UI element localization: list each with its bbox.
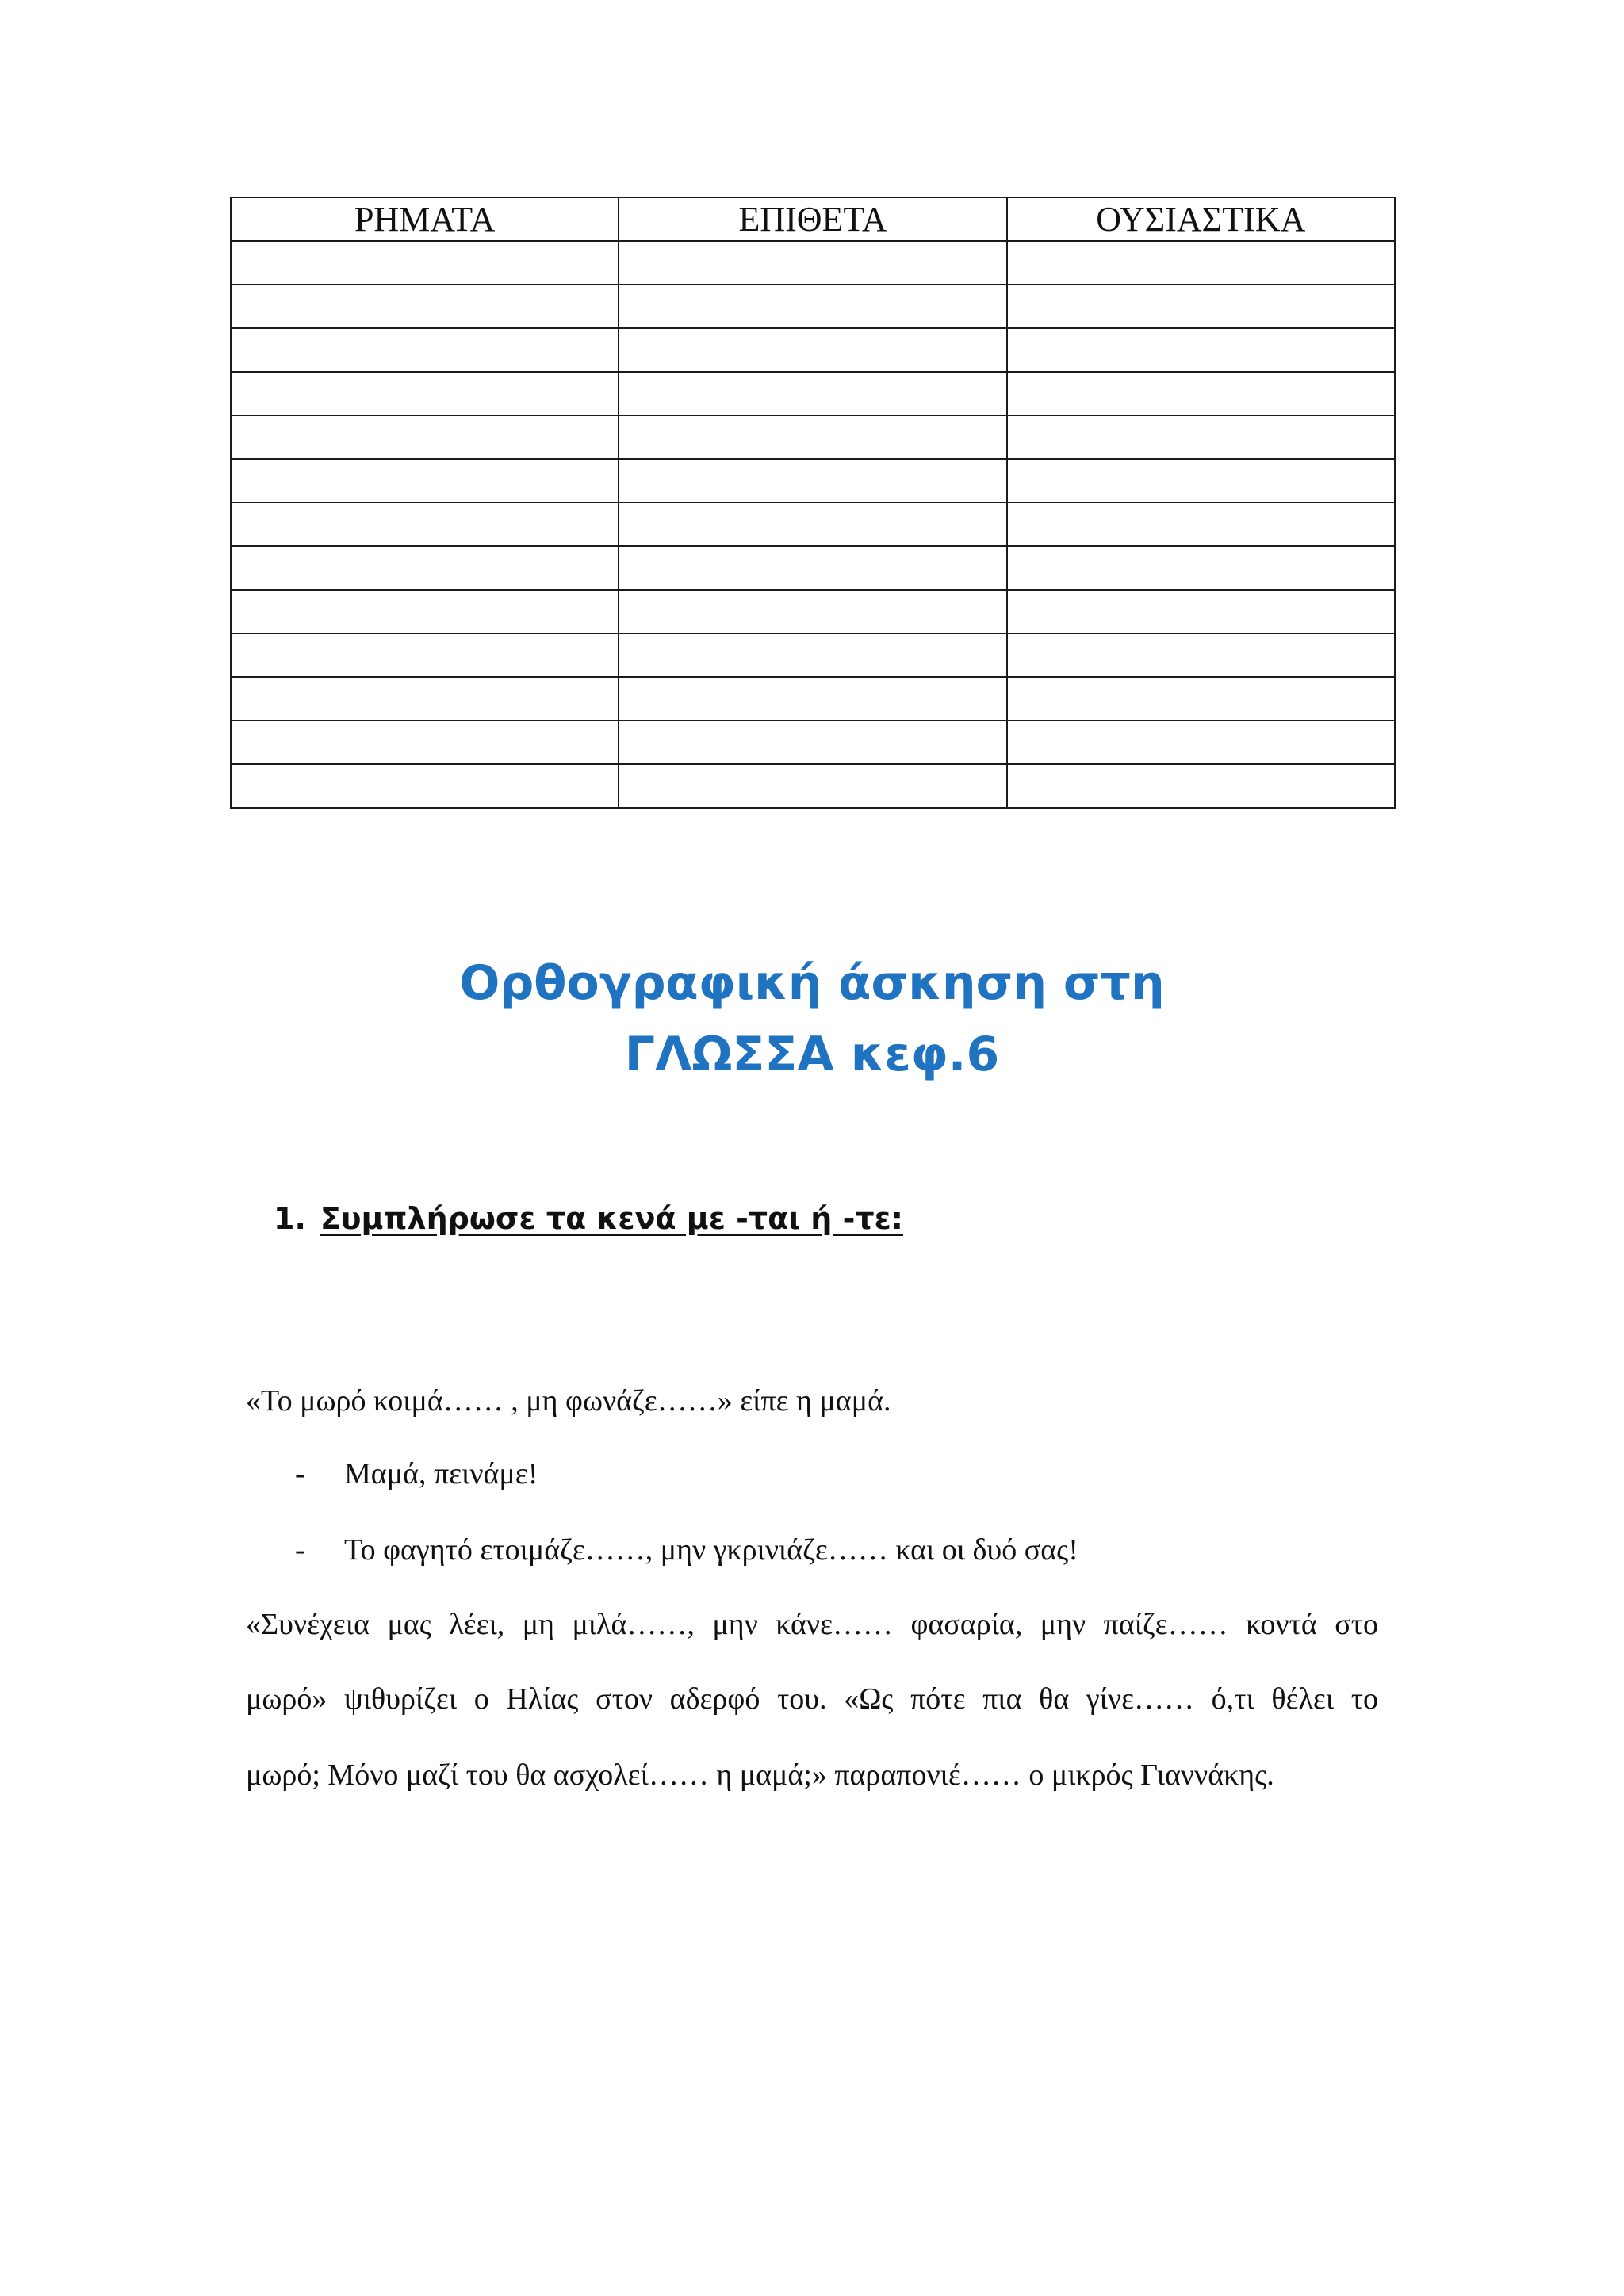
table-row [231, 677, 1395, 721]
table-cell [1007, 285, 1395, 328]
table-cell [231, 677, 619, 721]
table-cell [619, 241, 1006, 285]
header-verbs: ΡΗΜΑΤΑ [231, 197, 619, 241]
table-cell [619, 415, 1006, 459]
table-row [231, 285, 1395, 328]
table-cell [1007, 459, 1395, 503]
table-cell [1007, 633, 1395, 677]
table-cell [1007, 328, 1395, 372]
table-cell [231, 372, 619, 415]
table-row [231, 415, 1395, 459]
paragraph-line-1: «Συνέχεια μας λέει, μη μιλά……, μην κάνε…… φασαρία, μην παίζε…… κοντά στο [246, 1608, 1378, 1641]
paragraph-line-3: μωρό; Μόνο μαζί του θα ασχολεί…… η μαμά;» παραπονιέ…… ο μικρός Γιαννάκης. [246, 1758, 1274, 1792]
table-cell [619, 546, 1006, 590]
table-cell [1007, 677, 1395, 721]
table-row [231, 546, 1395, 590]
table-cell [231, 764, 619, 808]
table-row [231, 633, 1395, 677]
dialogue-text-1: Μαμά, πεινάμε! [344, 1457, 538, 1490]
table-row [231, 372, 1395, 415]
table-header-row [231, 197, 1395, 241]
text-line-1: «Το μωρό κοιμά…… , μη φωνάζε……» είπε η μαμά. [246, 1384, 891, 1418]
table-cell [619, 633, 1006, 677]
table-cell [619, 328, 1006, 372]
table-cell [619, 677, 1006, 721]
exercise-heading [274, 1203, 903, 1234]
dash-marker: - [295, 1533, 305, 1567]
dash-marker: - [295, 1457, 305, 1490]
table-cell [1007, 372, 1395, 415]
table-cell [619, 590, 1006, 633]
table-cell [619, 459, 1006, 503]
table-row [231, 503, 1395, 546]
table-cell [619, 372, 1006, 415]
table-cell [231, 721, 619, 764]
table-cell [231, 241, 619, 285]
table-cell [231, 285, 619, 328]
table-cell [1007, 241, 1395, 285]
table-row [231, 764, 1395, 808]
word-category-table [230, 197, 1396, 809]
table-cell [1007, 503, 1395, 546]
table-body [231, 241, 1395, 808]
table-cell [619, 721, 1006, 764]
table-cell [231, 633, 619, 677]
table-cell [231, 459, 619, 503]
title-line-2: ΓΛΩΣΣΑ κεφ.6 [624, 1027, 1000, 1082]
dialogue-item-2 [295, 1535, 1078, 1565]
table-cell [231, 503, 619, 546]
dialogue-item-1 [295, 1459, 538, 1489]
header-nouns: ΟΥΣΙΑΣΤΙΚΑ [1007, 197, 1395, 241]
table-row [231, 241, 1395, 285]
title-line-1: Ορθογραφική άσκηση στη [459, 955, 1165, 1011]
dialogue-text-2: Το φαγητό ετοιμάζε……, μην γκρινιάζε…… και οι δυό σας! [344, 1533, 1078, 1567]
table-cell [231, 546, 619, 590]
header-adjectives: ΕΠΙΘΕΤΑ [619, 197, 1006, 241]
table-cell [619, 503, 1006, 546]
table-cell [231, 415, 619, 459]
table-cell [1007, 546, 1395, 590]
table-cell [619, 285, 1006, 328]
table-row [231, 459, 1395, 503]
table-cell [1007, 721, 1395, 764]
table-row [231, 590, 1395, 633]
table-cell [1007, 764, 1395, 808]
paragraph-line-2: μωρό» ψιθυρίζει ο Ηλίας στον αδερφό του. «Ως πότε πια θα γίνε…… ό,τι θέλει το [246, 1682, 1378, 1716]
table-row [231, 328, 1395, 372]
exercise-number: 1. [274, 1201, 306, 1236]
table-cell [231, 328, 619, 372]
table-cell [619, 764, 1006, 808]
table-row [231, 721, 1395, 764]
table-cell [1007, 590, 1395, 633]
exercise-instruction: Συμπλήρωσε τα κενά με -ται ή -τε: [320, 1201, 903, 1236]
table-cell [231, 590, 619, 633]
table-cell [1007, 415, 1395, 459]
